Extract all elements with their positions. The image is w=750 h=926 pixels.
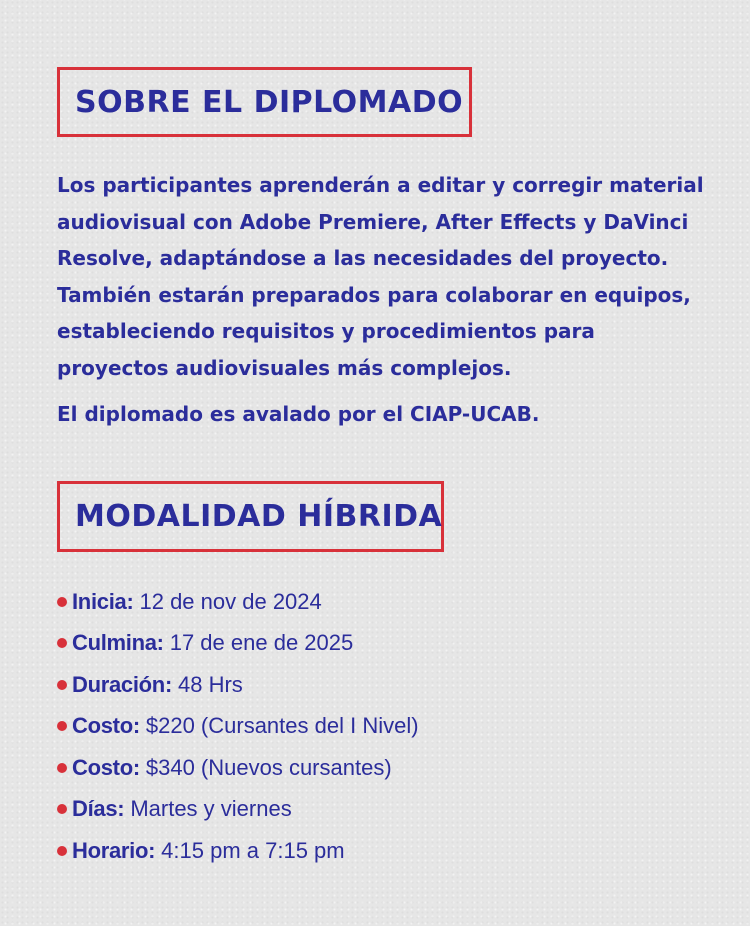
detail-value: $340 (Nuevos cursantes) <box>145 754 392 780</box>
about-paragraph: Los participantes aprenderán a editar y corregir material audiovisual con Adobe Premiere, After Effects y DaVinci Resolve, adaptándose a las necesidades del proyecto. También estarán preparados para colaborar en equipos, estableciendo requisitos y procedimientos para proyectos audiovisuales más complejos. <box>57 173 704 380</box>
detail-value: 4:15 pm a 7:15 pm <box>161 837 345 863</box>
detail-item-duration <box>57 664 419 706</box>
bullet-dot-icon <box>57 721 67 731</box>
modality-heading: MODALIDAD HÍBRIDA <box>75 499 443 534</box>
modality-heading-box <box>57 481 444 552</box>
detail-label: Horario: <box>72 837 156 863</box>
details-list <box>57 581 419 872</box>
detail-value: 48 Hrs <box>177 671 243 697</box>
detail-value: 17 de ene de 2025 <box>169 630 354 656</box>
detail-value: Martes y viernes <box>130 796 292 822</box>
bullet-dot-icon <box>57 597 67 607</box>
detail-item-end <box>57 623 419 665</box>
bullet-dot-icon <box>57 804 67 814</box>
detail-value: $220 (Cursantes del I Nivel) <box>145 713 419 739</box>
detail-label: Duración: <box>72 671 172 697</box>
endorsement-text: El diplomado es avalado por el CIAP-UCAB. <box>57 402 540 426</box>
about-heading: SOBRE EL DIPLOMADO <box>75 84 464 120</box>
detail-item-cost-new <box>57 747 419 789</box>
detail-label: Días: <box>72 796 125 822</box>
detail-label: Culmina: <box>72 630 164 656</box>
detail-label: Inicia: <box>72 588 134 614</box>
detail-item-schedule <box>57 830 419 872</box>
detail-label: Costo: <box>72 713 140 739</box>
bullet-dot-icon <box>57 846 67 856</box>
detail-item-days <box>57 789 419 831</box>
detail-value: 12 de nov de 2024 <box>139 588 322 614</box>
bullet-dot-icon <box>57 763 67 773</box>
bullet-dot-icon <box>57 680 67 690</box>
about-heading-box <box>57 67 472 137</box>
detail-item-start <box>57 581 419 623</box>
bullet-dot-icon <box>57 638 67 648</box>
detail-item-cost-current <box>57 706 419 748</box>
detail-label: Costo: <box>72 754 140 780</box>
